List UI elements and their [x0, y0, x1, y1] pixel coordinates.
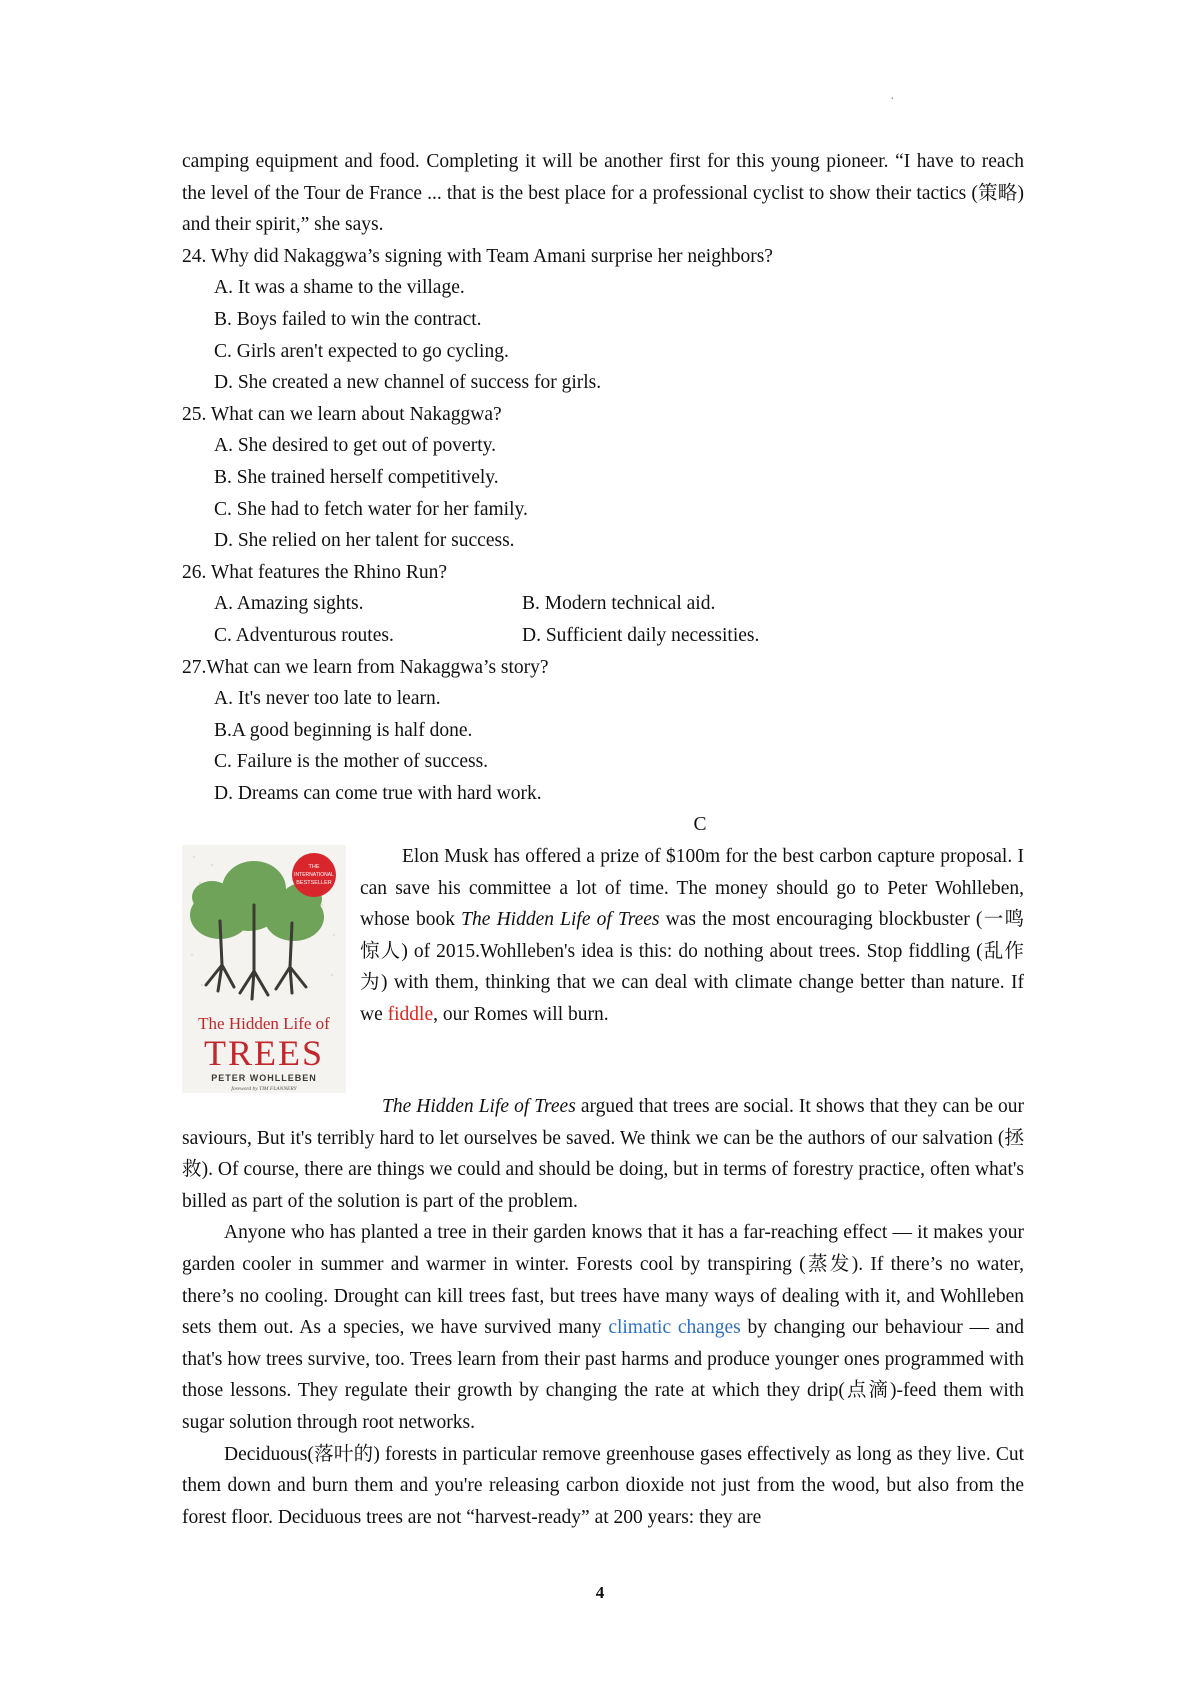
option-d: D. She created a new channel of success for girls. [214, 372, 602, 394]
question-26 [182, 557, 1024, 652]
option-c: C. She had to fetch water for her family. [214, 498, 528, 520]
page-dot: · [890, 92, 895, 107]
option-a: A. It's never too late to learn. [214, 688, 441, 710]
p1-text-c: , our Romes will burn. [433, 1004, 609, 1026]
cover-title-line-1: The Hidden Life of [198, 1014, 330, 1034]
option-d: D. Dreams can come true with hard work. [214, 782, 542, 804]
option-c: C. Adventurous routes. [214, 624, 394, 646]
cover-author: PETER WOHLLEBEN [211, 1073, 317, 1084]
option-a: A. Amazing sights. [214, 593, 364, 615]
option-row [182, 588, 1024, 620]
option-b: B. She trained herself competitively. [214, 466, 499, 488]
cover-title-line-2: TREES [203, 1033, 325, 1074]
question-25 [182, 399, 1024, 557]
section-c-paragraph-4: Deciduous(落叶的) forests in particular remove greenhouse gases effectively as long as they live. Cut them down and burn them and you're releasing carbon dioxide not just from the wood, but also from the forest floor. Deciduous trees are not “harvest-ready” at 200 years: they are [182, 1443, 1024, 1528]
question-27 [182, 652, 1024, 810]
option-d: D. She relied on her talent for success. [214, 530, 515, 552]
question-stem: 24. Why did Nakaggwa’s signing with Team Amani surprise her neighbors? [182, 245, 773, 267]
badge-text-3: BESTSELLER [296, 880, 332, 887]
intro-paragraph: camping equipment and food. Completing it will be another first for this young pioneer. “I have to reach the level of the Tour de France ... that is the best place for a professional cyclist to show their tactics (策略) and their spirit,” she says. [182, 151, 1024, 236]
option-c: C. Failure is the mother of success. [214, 751, 489, 773]
section-c-paragraph-3 [182, 1217, 1024, 1438]
p1-text-b: was the most encouraging blockbuster (一鸣惊人) of 2015.Wohlleben's idea is this: do nothing about trees. Stop fiddling (乱作为) with them, thinking that we can deal with climate change better than nature. If we [360, 909, 1024, 1026]
document-content [182, 146, 1024, 1533]
section-letter: C [693, 814, 707, 836]
question-stem: 25. What can we learn about Nakaggwa? [182, 403, 502, 425]
p3-text-a: Anyone who has planted a tree in their garden knows that it has a far-reaching effect — it makes your garden cooler in summer and warmer in winter. Forests cool by transpiring (蒸发). If there’s no water, there’s no cooling. Drought can kill trees fast, but trees have many ways of dealing with it, and Wohlleben sets them out. As a species, we have survived many [182, 1222, 1024, 1339]
option-b: B.A good beginning is half done. [214, 719, 473, 741]
section-c-paragraph-1 [360, 841, 1024, 1031]
highlighted-phrase-climatic-changes: climatic changes [608, 1317, 741, 1339]
highlighted-word-fiddle: fiddle [387, 1004, 434, 1026]
section-c-intro [182, 841, 1024, 1093]
cover-foreword: foreword by TIM FLANNERY [231, 1086, 297, 1093]
book-cover-image [182, 845, 346, 1093]
p2-text: argued that trees are social. It shows that they can be our saviours, But it's terribly hard to let ourselves be saved. We think we can be the authors of our salvation (拯救). Of course, there are things we could and should be doing, but in terms of forestry practice, often what's billed as part of the solution is part of the problem. [182, 1096, 1024, 1212]
section-c-paragraph-2 [182, 1091, 1024, 1217]
question-stem: 26. What features the Rhino Run? [182, 561, 447, 583]
p3-text-b: by changing our behaviour — and that's how trees survive, too. Trees learn from their past harms and produce younger ones programmed with those lessons. They regulate their growth by changing the rate at which they drip(点滴)-feed them with sugar solution through root networks. [182, 1317, 1024, 1433]
badge-text-1: THE [308, 864, 320, 871]
option-a: A. It was a shame to the village. [214, 277, 465, 299]
page-number: 4 [595, 1583, 605, 1602]
question-24 [182, 241, 1024, 399]
p2-book-title: The Hidden Life of Trees [382, 1096, 576, 1118]
option-b: B. Boys failed to win the contract. [214, 308, 482, 330]
badge-text-2: INTERNATIONAL [294, 872, 334, 879]
question-stem: 27.What can we learn from Nakaggwa’s story? [182, 656, 549, 678]
option-b: B. Modern technical aid. [522, 593, 716, 615]
option-a: A. She desired to get out of poverty. [214, 435, 496, 457]
p1-book-title: The Hidden Life of Trees [461, 909, 660, 931]
option-c: C. Girls aren't expected to go cycling. [214, 340, 509, 362]
option-d: D. Sufficient daily necessities. [522, 624, 760, 646]
p1-text-a: Elon Musk has offered a prize of $100m for the best carbon capture proposal. I can save his committee a lot of time. The money should go to Peter Wohlleben, whose book [360, 846, 1024, 931]
option-row [182, 620, 1024, 652]
